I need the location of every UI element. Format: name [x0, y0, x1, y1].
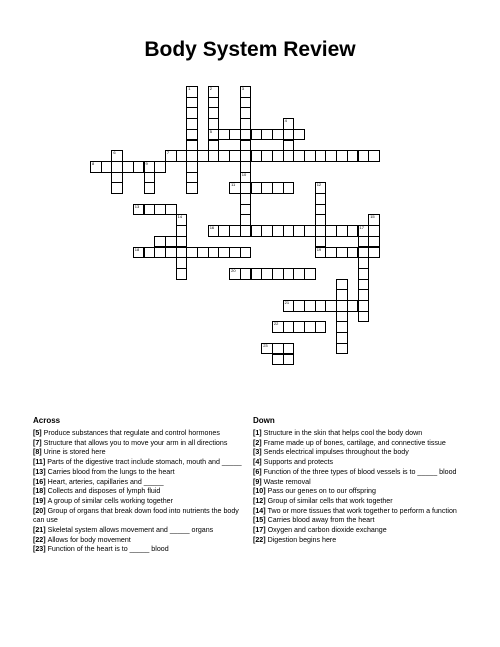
- clue-text: Carries blood from the lungs to the heart: [47, 467, 175, 476]
- cell-number: 8: [92, 160, 95, 166]
- clue-number: [14]: [253, 506, 268, 515]
- grid-cell[interactable]: [304, 225, 316, 237]
- grid-cell[interactable]: [315, 321, 327, 333]
- clue-text: Function of the heart is to _____ blood: [47, 545, 169, 554]
- cell-number: 21: [284, 300, 290, 305]
- clue-number: [2]: [253, 438, 264, 447]
- clue-number: [10]: [253, 487, 268, 496]
- clue-text: Heart, arteries, capillaries and _____: [47, 477, 164, 486]
- clue-text: Structure in the skin that helps cool the body down: [263, 429, 423, 437]
- clue-text: Digestion begins here: [267, 535, 337, 544]
- across-clues: [33, 416, 243, 555]
- clue-number: [8]: [33, 448, 44, 457]
- clue-number: [18]: [33, 487, 48, 496]
- cell-number: 12: [316, 182, 322, 188]
- cell-number: 16: [209, 225, 215, 231]
- down-clue: [253, 458, 475, 468]
- cell-number: 3: [241, 86, 245, 91]
- across-clue: [33, 497, 243, 507]
- clue-text: Produce substances that regulate and control hormones: [43, 429, 220, 437]
- across-clue: [33, 468, 243, 478]
- grid-cell[interactable]: [304, 268, 316, 280]
- down-clue: [253, 439, 475, 449]
- clue-number: [11]: [33, 458, 48, 467]
- grid-cell[interactable]: [101, 161, 113, 173]
- clue-number: [16]: [33, 477, 48, 486]
- clue-text: Sends electrical impulses throughout the body: [263, 448, 409, 457]
- clue-text: Allows for body movement: [47, 535, 131, 544]
- down-clue: [253, 507, 475, 517]
- across-clue: [33, 536, 243, 546]
- across-clue: [33, 507, 243, 526]
- grid-cell[interactable]: [240, 247, 252, 259]
- cell-number: 13: [134, 203, 140, 209]
- across-clue: [33, 545, 243, 555]
- grid-cell[interactable]: [347, 247, 359, 259]
- clue-number: [15]: [253, 516, 268, 525]
- grid-cell[interactable]: [229, 129, 241, 141]
- down-clue: [253, 478, 475, 488]
- across-clue-list: [33, 429, 243, 555]
- cell-number: 23: [263, 342, 268, 348]
- down-clue: [253, 497, 475, 507]
- grid-cell[interactable]: [111, 182, 123, 194]
- clue-number: [12]: [253, 496, 268, 505]
- clue-number: [1]: [253, 429, 264, 437]
- clue-text: Pass our genes on to our offspring: [267, 487, 376, 496]
- grid-cell[interactable]: [144, 182, 156, 194]
- clue-text: Oxygen and carbon dioxide exchange: [267, 526, 387, 535]
- cell-number: 19: [316, 246, 322, 252]
- across-clue: [33, 478, 243, 488]
- clue-number: [13]: [33, 467, 48, 476]
- clue-number: [19]: [33, 496, 48, 505]
- clue-text: Group of similar cells that work together: [267, 496, 393, 505]
- grid-cell[interactable]: [325, 300, 337, 312]
- across-clue: [33, 448, 243, 458]
- grid-cell[interactable]: [229, 182, 241, 194]
- across-clue: [33, 487, 243, 497]
- across-clue: [33, 526, 243, 536]
- grid-cell[interactable]: [368, 150, 380, 162]
- grid-cell[interactable]: [186, 182, 198, 194]
- clue-text: Urine is stored here: [43, 448, 106, 457]
- across-clue: [33, 429, 243, 439]
- grid-cell[interactable]: [154, 161, 166, 173]
- cell-number: 22: [273, 321, 279, 327]
- cell-number: 4: [284, 118, 287, 124]
- clue-number: [22]: [33, 535, 48, 544]
- clue-text: Parts of the digestive tract include stomach, mouth and _____: [47, 458, 242, 467]
- grid-cell[interactable]: [272, 150, 284, 162]
- grid-cell[interactable]: [336, 343, 348, 355]
- clue-number: [21]: [33, 526, 48, 535]
- grid-cell[interactable]: [165, 236, 177, 248]
- clue-text: Carries blood away from the heart: [267, 516, 375, 525]
- cell-number: 5: [209, 128, 212, 134]
- down-clue: [253, 429, 475, 439]
- cell-number: 7: [166, 150, 170, 156]
- grid-cell[interactable]: [283, 354, 295, 366]
- grid-cell[interactable]: [368, 247, 380, 259]
- cell-number: 14: [177, 214, 183, 220]
- grid-cell[interactable]: [197, 150, 209, 162]
- clue-text: Two or more tissues that work together to perform a function: [267, 506, 457, 515]
- clue-number: [22]: [253, 535, 268, 544]
- cell-number: 18: [134, 246, 140, 252]
- grid-cell[interactable]: [165, 247, 177, 259]
- across-heading: Across: [33, 416, 61, 425]
- down-clue-list: [253, 429, 475, 545]
- across-clue: [33, 439, 243, 449]
- clue-number: [4]: [253, 458, 264, 467]
- clue-number: [3]: [253, 448, 264, 457]
- down-clue: [253, 448, 475, 458]
- grid-cell[interactable]: [272, 129, 284, 141]
- clue-text: Function of the three types of blood vessels is to _____ blood: [263, 467, 457, 476]
- clue-text: Supports and protects: [263, 458, 334, 467]
- down-clue: [253, 526, 475, 536]
- clue-number: [9]: [253, 477, 264, 486]
- cell-number: 6: [113, 150, 116, 156]
- cell-number: 20: [231, 267, 236, 273]
- cell-number: 10: [241, 171, 247, 177]
- down-clue: [253, 468, 475, 478]
- cell-number: 17: [359, 225, 364, 231]
- grid-cell[interactable]: [283, 182, 295, 194]
- down-clues: [253, 416, 475, 545]
- clue-number: [17]: [253, 526, 268, 535]
- cell-number: 11: [231, 182, 236, 188]
- down-clue: [253, 536, 475, 546]
- clue-text: Collects and disposes of lymph fluid: [47, 487, 161, 496]
- clue-text: Frame made up of bones, cartilage, and connective tissue: [263, 438, 446, 447]
- grid-cell[interactable]: [229, 150, 241, 162]
- clue-number: [7]: [33, 438, 44, 447]
- cell-number: 1: [188, 86, 191, 91]
- grid-cell[interactable]: [176, 268, 188, 280]
- clue-number: [5]: [33, 429, 44, 437]
- clue-number: [23]: [33, 545, 48, 554]
- clue-text: Structure that allows you to move your arm in all directions: [43, 438, 228, 447]
- grid-cell[interactable]: [176, 150, 188, 162]
- down-heading: Down: [253, 416, 275, 425]
- clue-text: A group of similar cells working together: [47, 496, 173, 505]
- grid-cell[interactable]: [347, 300, 359, 312]
- clue-text: Group of organs that break down food into nutrients the body can use: [33, 506, 239, 525]
- grid-cell[interactable]: [358, 311, 370, 323]
- page-title: Body System Review: [144, 38, 356, 61]
- clue-text: Skeletal system allows movement and _____ organs: [47, 526, 214, 535]
- across-clue: [33, 458, 243, 468]
- clue-text: Waste removal: [263, 477, 311, 486]
- down-clue: [253, 487, 475, 497]
- grid-cell[interactable]: [293, 129, 305, 141]
- cell-number: 15: [370, 214, 375, 220]
- cell-number: 2: [209, 86, 212, 91]
- down-clue: [253, 516, 475, 526]
- clue-number: [6]: [253, 467, 264, 476]
- clue-number: [20]: [33, 506, 48, 515]
- cell-number: 9: [145, 160, 148, 166]
